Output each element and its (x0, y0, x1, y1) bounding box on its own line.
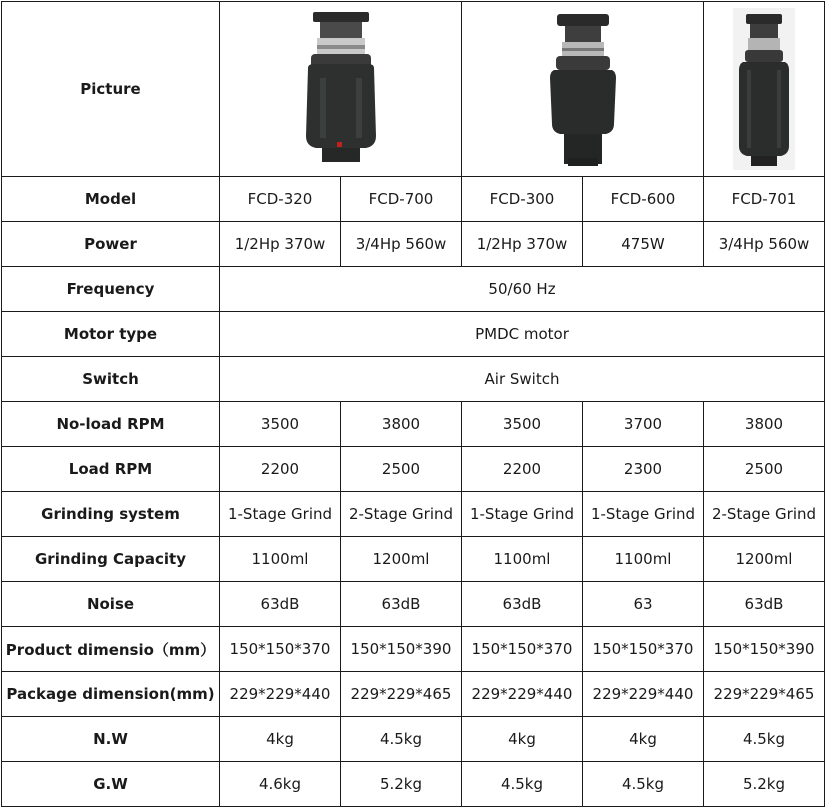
cell-load-5: 2500 (704, 447, 825, 492)
cell-grinding-5: 2-Stage Grind (704, 492, 825, 537)
cell-noload-4: 3700 (583, 402, 704, 447)
cell-grinding-1: 1-Stage Grind (220, 492, 341, 537)
cell-gw-3: 4.5kg (462, 762, 583, 807)
cell-model-3: FCD-300 (462, 177, 583, 222)
cell-nw-4: 4kg (583, 717, 704, 762)
row-label: Frequency (2, 267, 220, 312)
cell-load-2: 2500 (341, 447, 462, 492)
cell-product-dim-2: 150*150*390 (341, 627, 462, 672)
row-label: G.W (2, 762, 220, 807)
row-label: N.W (2, 717, 220, 762)
row-label: Noise (2, 582, 220, 627)
spec-table (1, 1, 825, 807)
cell-switch: Air Switch (220, 357, 825, 402)
cell-package-dim-2: 229*229*465 (341, 672, 462, 717)
cell-gw-1: 4.6kg (220, 762, 341, 807)
cell-nw-5: 4.5kg (704, 717, 825, 762)
row-power (2, 222, 825, 267)
row-label: Power (2, 222, 220, 267)
cell-noload-5: 3800 (704, 402, 825, 447)
product-image-fcd-320 (220, 2, 462, 177)
cell-package-dim-3: 229*229*440 (462, 672, 583, 717)
cell-gw-2: 5.2kg (341, 762, 462, 807)
row-label: Load RPM (2, 447, 220, 492)
cell-frequency: 50/60 Hz (220, 267, 825, 312)
cell-nw-3: 4kg (462, 717, 583, 762)
row-switch (2, 357, 825, 402)
cell-capacity-3: 1100ml (462, 537, 583, 582)
row-label: Grinding Capacity (2, 537, 220, 582)
row-label: Switch (2, 357, 220, 402)
cell-noload-3: 3500 (462, 402, 583, 447)
row-label: No-load RPM (2, 402, 220, 447)
disposer-photo-fcd-320 (286, 8, 396, 170)
cell-noise-4: 63 (583, 582, 704, 627)
cell-package-dim-5: 229*229*465 (704, 672, 825, 717)
cell-nw-1: 4kg (220, 717, 341, 762)
cell-capacity-4: 1100ml (583, 537, 704, 582)
cell-power-5: 3/4Hp 560w (704, 222, 825, 267)
cell-noise-5: 63dB (704, 582, 825, 627)
cell-model-1: FCD-320 (220, 177, 341, 222)
cell-product-dim-4: 150*150*370 (583, 627, 704, 672)
cell-grinding-3: 1-Stage Grind (462, 492, 583, 537)
row-motor-type (2, 312, 825, 357)
cell-model-4: FCD-600 (583, 177, 704, 222)
row-frequency (2, 267, 825, 312)
row-grinding-capacity (2, 537, 825, 582)
cell-product-dim-1: 150*150*370 (220, 627, 341, 672)
row-product-dimension (2, 627, 825, 672)
cell-gw-4: 4.5kg (583, 762, 704, 807)
row-grinding-system (2, 492, 825, 537)
row-label: Package dimension(mm) (2, 672, 220, 717)
picture-row (2, 2, 825, 177)
product-image-fcd-701 (704, 2, 825, 177)
cell-gw-5: 5.2kg (704, 762, 825, 807)
cell-motor-type: PMDC motor (220, 312, 825, 357)
product-image-fcd-300 (462, 2, 704, 177)
cell-product-dim-5: 150*150*390 (704, 627, 825, 672)
row-noload-rpm (2, 402, 825, 447)
cell-grinding-4: 1-Stage Grind (583, 492, 704, 537)
cell-noise-1: 63dB (220, 582, 341, 627)
cell-package-dim-4: 229*229*440 (583, 672, 704, 717)
row-noise (2, 582, 825, 627)
row-gross-weight (2, 762, 825, 807)
cell-load-3: 2200 (462, 447, 583, 492)
row-net-weight (2, 717, 825, 762)
disposer-photo-fcd-701 (733, 8, 795, 170)
cell-power-1: 1/2Hp 370w (220, 222, 341, 267)
row-label: Product dimensio（mm） (2, 627, 220, 672)
row-model (2, 177, 825, 222)
cell-noise-2: 63dB (341, 582, 462, 627)
cell-load-1: 2200 (220, 447, 341, 492)
cell-nw-2: 4.5kg (341, 717, 462, 762)
cell-capacity-2: 1200ml (341, 537, 462, 582)
cell-capacity-1: 1100ml (220, 537, 341, 582)
cell-package-dim-1: 229*229*440 (220, 672, 341, 717)
cell-noise-3: 63dB (462, 582, 583, 627)
row-load-rpm (2, 447, 825, 492)
cell-power-3: 1/2Hp 370w (462, 222, 583, 267)
cell-noload-1: 3500 (220, 402, 341, 447)
cell-model-5: FCD-701 (704, 177, 825, 222)
cell-power-4: 475W (583, 222, 704, 267)
cell-product-dim-3: 150*150*370 (462, 627, 583, 672)
cell-model-2: FCD-700 (341, 177, 462, 222)
cell-grinding-2: 2-Stage Grind (341, 492, 462, 537)
row-label: Grinding system (2, 492, 220, 537)
row-label: Model (2, 177, 220, 222)
row-label: Motor type (2, 312, 220, 357)
disposer-photo-fcd-700-300 (528, 8, 638, 170)
cell-power-2: 3/4Hp 560w (341, 222, 462, 267)
picture-label: Picture (2, 2, 220, 177)
cell-noload-2: 3800 (341, 402, 462, 447)
cell-capacity-5: 1200ml (704, 537, 825, 582)
cell-load-4: 2300 (583, 447, 704, 492)
row-package-dimension (2, 672, 825, 717)
